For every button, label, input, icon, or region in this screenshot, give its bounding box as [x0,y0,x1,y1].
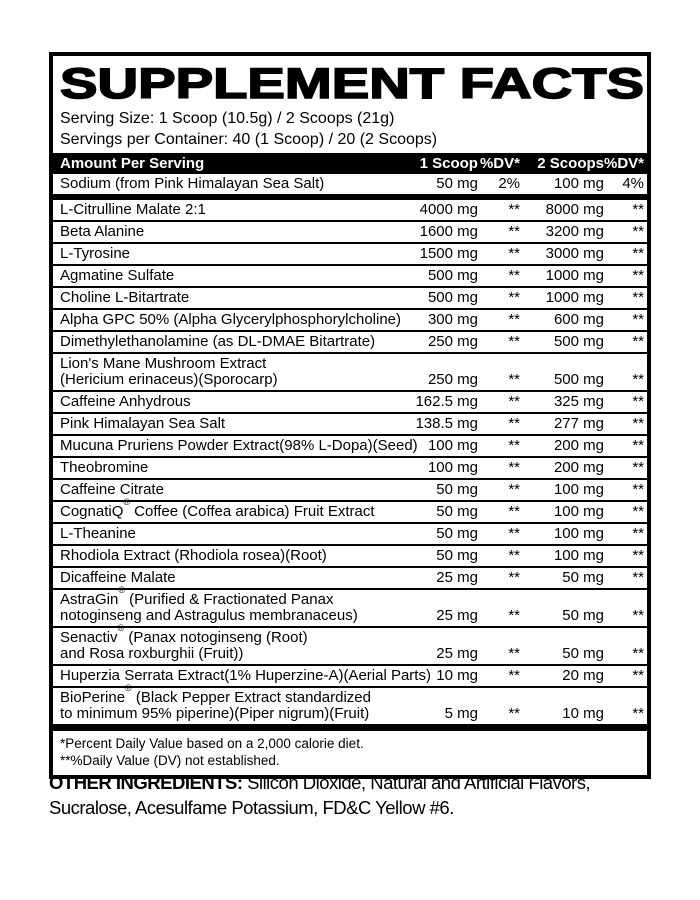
table-row [53,478,647,500]
column-header-2-scoops: 2 Scoops [537,155,604,172]
ingredient-name: Dicaffeine Malate [60,569,176,586]
table-row [53,683,647,724]
amount-1-scoop: 25 mg [436,569,478,586]
table-row [53,664,647,686]
amount-1-scoop: 10 mg [436,667,478,684]
dv-2-scoops: ** [632,371,644,388]
other-ingredients-text: Silicon Dioxide, Natural and Artificial Flavors, Sucralose, Acesulfame Potassium, FD&C Yellow #6. [49,772,591,818]
amount-2-scoops: 1000 mg [545,267,604,284]
column-header-dv-1: %DV* [479,155,520,172]
dv-2-scoops: 4% [622,175,644,192]
amount-1-scoop: 500 mg [427,267,478,284]
dv-1-scoop: ** [508,525,520,542]
ingredient-name: Caffeine Citrate [60,481,164,498]
dv-1-scoop: ** [508,667,520,684]
dv-2-scoops: ** [632,393,644,410]
amount-2-scoops: 500 mg [553,371,604,388]
dv-1-scoop: ** [508,223,520,240]
amount-2-scoops: 600 mg [553,311,604,328]
dv-1-scoop: 2% [498,175,520,192]
amount-2-scoops: 1000 mg [545,289,604,306]
ingredient-name: L-Tyrosine [60,245,131,262]
dv-1-scoop: ** [508,371,520,388]
amount-2-scoops: 500 mg [553,333,604,350]
dv-1-scoop: ** [508,481,520,498]
amount-1-scoop: 300 mg [427,311,478,328]
dv-1-scoop: ** [508,437,520,454]
amount-2-scoops: 10 mg [562,705,604,722]
amount-2-scoops: 200 mg [553,437,604,454]
dv-1-scoop: ** [508,607,520,624]
amount-1-scoop: 1600 mg [419,223,478,240]
table-row [53,264,647,286]
amount-2-scoops: 50 mg [562,569,604,586]
ingredient-name: Huperzia Serrata Extract(1% Huperzine-A)(Aerial Parts) [60,667,431,684]
dv-1-scoop: ** [508,311,520,328]
amount-2-scoops: 3200 mg [545,223,604,240]
amount-2-scoops: 100 mg [553,175,604,192]
sodium-row-host [53,174,647,194]
ingredient-name: Choline L-Bitartrate [60,289,190,306]
footnotes-section [53,731,647,775]
amount-1-scoop: 100 mg [427,459,478,476]
panel-title-wrap [53,56,647,108]
dv-1-scoop: ** [508,503,520,520]
dv-2-scoops: ** [632,503,644,520]
amount-2-scoops: 100 mg [553,525,604,542]
ingredient-rows [53,200,647,724]
amount-2-scoops: 100 mg [553,503,604,520]
dv-1-scoop: ** [508,393,520,410]
amount-1-scoop: 138.5 mg [415,415,478,432]
amount-2-scoops: 100 mg [553,547,604,564]
panel-title-svg [58,61,648,106]
ingredient-name: Rhodiola Extract (Rhodiola rosea)(Root) [60,547,327,564]
dv-2-scoops: ** [632,667,644,684]
amount-1-scoop: 250 mg [427,333,478,350]
dv-2-scoops: ** [632,607,644,624]
amount-2-scoops: 277 mg [553,415,604,432]
ingredient-name: BioPerine® (Black Pepper Extract standardized to minimum 95% piperine)(Piper nigrum)(Fruit) [60,683,371,722]
table-row [53,174,647,194]
serving-size-text: Serving Size: 1 Scoop (10.5g) / 2 Scoops (21g) [60,110,395,127]
amount-1-scoop: 50 mg [436,547,478,564]
table-row [53,497,647,522]
dv-2-scoops: ** [632,311,644,328]
dv-1-scoop: ** [508,569,520,586]
ingredient-name: L-Citrulline Malate 2:1 [60,201,206,218]
table-row [53,308,647,330]
table-row [53,200,647,220]
dv-1-scoop: ** [508,267,520,284]
dv-2-scoops: ** [632,525,644,542]
dv-2-scoops: ** [632,645,644,662]
amount-1-scoop: 500 mg [427,289,478,306]
dv-2-scoops: ** [632,705,644,722]
dv-2-scoops: ** [632,267,644,284]
dv-2-scoops: ** [632,569,644,586]
amount-2-scoops: 100 mg [553,481,604,498]
column-header-dv-2: %DV* [603,155,644,172]
table-row [53,390,647,412]
ingredient-name: CognatiQ® Coffee (Coffea arabica) Fruit Extract [60,497,375,520]
ingredient-name: AstraGin® (Purified & Fractionated Panax notoginseng and Astragulus membranaceus) [60,585,358,624]
dv-2-scoops: ** [632,223,644,240]
amount-2-scoops: 50 mg [562,645,604,662]
amount-2-scoops: 8000 mg [545,201,604,218]
dv-1-scoop: ** [508,547,520,564]
dv-1-scoop: ** [508,459,520,476]
table-row [53,623,647,664]
table-row [53,286,647,308]
ingredient-name: Senactiv® (Panax notoginseng (Root) and Rosa roxburghii (Fruit)) [60,623,308,662]
dv-1-scoop: ** [508,415,520,432]
ingredient-name: Caffeine Anhydrous [60,393,191,410]
amount-1-scoop: 25 mg [436,607,478,624]
amount-1-scoop: 50 mg [436,525,478,542]
amount-1-scoop: 50 mg [436,481,478,498]
column-header-1-scoop: 1 Scoop [419,155,478,172]
other-ingredients-section [49,770,663,820]
dv-1-scoop: ** [508,245,520,262]
ingredient-name: Mucuna Pruriens Powder Extract(98% L-Dopa)(Seed) [60,437,418,454]
panel-title: SUPPLEMENT FACTS [60,61,644,106]
table-row [53,220,647,242]
servings-per-container-text: Servings per Container: 40 (1 Scoop) / 20 (2 Scoops) [60,131,438,148]
amount-2-scoops: 50 mg [562,607,604,624]
dv-1-scoop: ** [508,705,520,722]
amount-1-scoop: 100 mg [427,437,478,454]
amount-1-scoop: 25 mg [436,645,478,662]
table-row [53,585,647,626]
ingredient-name: Sodium (from Pink Himalayan Sea Salt) [60,175,325,192]
thick-separator-bottom [53,724,647,731]
table-row [53,456,647,478]
amount-1-scoop: 50 mg [436,175,478,192]
dv-2-scoops: ** [632,245,644,262]
amount-2-scoops: 325 mg [553,393,604,410]
amount-1-scoop: 1500 mg [419,245,478,262]
ingredient-name: Agmatine Sulfate [60,267,175,284]
amount-1-scoop: 162.5 mg [415,393,478,410]
ingredient-name: L-Theanine [60,525,136,542]
dv-1-scoop: ** [508,201,520,218]
table-row [53,566,647,588]
ingredient-name: Dimethylethanolamine (as DL-DMAE Bitartrate) [60,333,376,350]
supplement-facts-panel [49,52,651,779]
table-row [53,522,647,544]
dv-1-scoop: ** [508,289,520,306]
ingredient-name: Alpha GPC 50% (Alpha Glycerylphosphorylcholine) [60,311,402,328]
amount-2-scoops: 20 mg [562,667,604,684]
table-row [53,242,647,264]
amount-2-scoops: 3000 mg [545,245,604,262]
dv-2-scoops: ** [632,201,644,218]
ingredient-name: Theobromine [60,459,149,476]
dv-2-scoops: ** [632,415,644,432]
footnote-dv-not-established: **%Daily Value (DV) not established. [60,753,280,768]
amount-1-scoop: 250 mg [427,371,478,388]
dv-2-scoops: ** [632,547,644,564]
footnote-daily-value: *Percent Daily Value based on a 2,000 calorie diet. [60,736,364,751]
dv-2-scoops: ** [632,289,644,306]
amount-2-scoops: 200 mg [553,459,604,476]
table-row [53,330,647,352]
ingredient-name: Pink Himalayan Sea Salt [60,415,226,432]
column-header-bar [53,153,647,174]
table-row [53,412,647,434]
dv-2-scoops: ** [632,333,644,350]
ingredient-name: Lion's Mane Mushroom Extract (Hericium erinaceus)(Sporocarp) [60,355,278,388]
table-row [53,352,647,390]
amount-1-scoop: 50 mg [436,503,478,520]
dv-1-scoop: ** [508,645,520,662]
other-ingredients-heading: OTHER INGREDIENTS: [49,772,243,793]
amount-1-scoop: 5 mg [444,705,478,722]
table-row [53,544,647,566]
dv-2-scoops: ** [632,459,644,476]
amount-1-scoop: 4000 mg [419,201,478,218]
ingredient-name: Beta Alanine [60,223,145,240]
table-row [53,434,647,456]
dv-1-scoop: ** [508,333,520,350]
dv-2-scoops: ** [632,437,644,454]
column-header-amount-per-serving: Amount Per Serving [60,155,205,172]
dv-2-scoops: ** [632,481,644,498]
